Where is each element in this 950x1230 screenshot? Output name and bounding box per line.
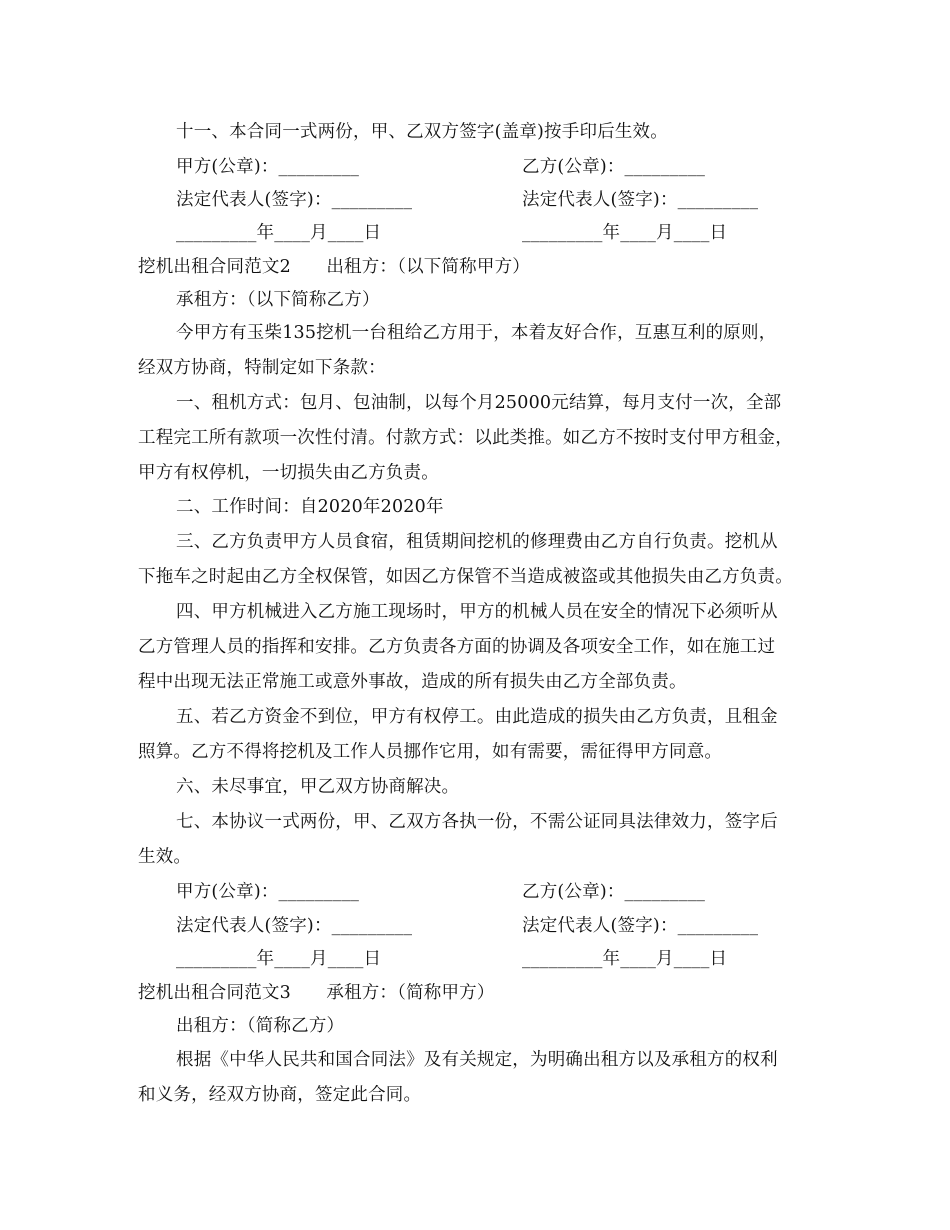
- clause-6: 六、未尽事宜，甲乙双方协商解决。: [176, 777, 460, 797]
- intro-paragraph-line: 今甲方有玉柴135挖机一台租给乙方用于，本着友好合作，互惠互利的原则，: [176, 323, 777, 343]
- clause-1-line: 工程完工所有款项一次性付清。付款方式：以此类推。如乙方不按时支付甲方租金，: [138, 428, 793, 448]
- party-b-representative-field: 法定代表人(签字)：_________: [522, 916, 759, 936]
- clause-4-line: 程中出现无法正常施工或意外事故，造成的所有损失由乙方全部负责。: [138, 672, 687, 692]
- party-a-date-field: _________年____月____日: [176, 949, 382, 969]
- party-b-date-field: _________年____月____日: [522, 949, 728, 969]
- clause-7-line: 七、本协议一式两份，甲、乙双方各执一份，不需公证同具法律效力，签字后: [176, 812, 778, 832]
- party-a-date-field: _________年____月____日: [176, 223, 382, 243]
- party-a-seal-field: 甲方(公章)：_________: [176, 157, 360, 177]
- clause-5-line: 照算。乙方不得将挖机及工作人员挪作它用，如有需要，需征得甲方同意。: [138, 742, 723, 762]
- clause-4-line: 四、甲方机械进入乙方施工现场时，甲方的机械人员在安全的情况下必须听从: [176, 602, 778, 622]
- party-a-seal-field: 甲方(公章)：_________: [176, 882, 360, 902]
- clause-1-line: 甲方有权停机，一切损失由乙方负责。: [138, 463, 439, 483]
- lessee-line: 承租方：（以下简称乙方）: [176, 290, 380, 310]
- party-a-representative-field: 法定代表人(签字)：_________: [176, 916, 413, 936]
- clause-1-line: 一、租机方式：包月、包油制，以每个月25000元结算，每月支付一次，全部: [176, 393, 782, 413]
- lessor-line: 出租方：（简称乙方）: [176, 1016, 345, 1036]
- clause-5-line: 五、若乙方资金不到位，甲方有权停工。由此造成的损失由乙方负责，且租金: [176, 707, 778, 727]
- party-a-representative-field: 法定代表人(签字)：_________: [176, 190, 413, 210]
- sample-2-heading: 挖机出租合同范文2 出租方：（以下简称甲方）: [138, 257, 530, 277]
- clause-2: 二、工作时间：自2020年2020年: [176, 497, 444, 517]
- clause-3-line: 三、乙方负责甲方人员食宿，租赁期间挖机的修理费由乙方自行负责。挖机从: [176, 532, 778, 552]
- clause-11: 十一、本合同一式两份，甲、乙双方签字(盖章)按手印后生效。: [176, 122, 668, 142]
- clause-4-line: 乙方管理人员的指挥和安排。乙方负责各方面的协调及各项安全工作，如在施工过: [138, 637, 776, 657]
- party-b-seal-field: 乙方(公章)：_________: [522, 882, 706, 902]
- clause-3-line: 下拖车之时起由乙方全权保管，如因乙方保管不当造成被盗或其他损失由乙方负责。: [138, 567, 793, 587]
- sample-3-intro-line: 根据《中华人民共和国合同法》及有关规定，为明确出租方以及承租方的权利: [176, 1050, 778, 1070]
- party-b-date-field: _________年____月____日: [522, 223, 728, 243]
- sample-3-heading: 挖机出租合同范文3 承租方：（简称甲方）: [138, 983, 495, 1003]
- party-b-seal-field: 乙方(公章)：_________: [522, 157, 706, 177]
- clause-7-line: 生效。: [138, 847, 192, 867]
- sample-3-intro-line: 和义务，经双方协商，签定此合同。: [138, 1085, 422, 1105]
- intro-paragraph-line: 经双方协商，特制定如下条款：: [138, 358, 386, 378]
- party-b-representative-field: 法定代表人(签字)：_________: [522, 190, 759, 210]
